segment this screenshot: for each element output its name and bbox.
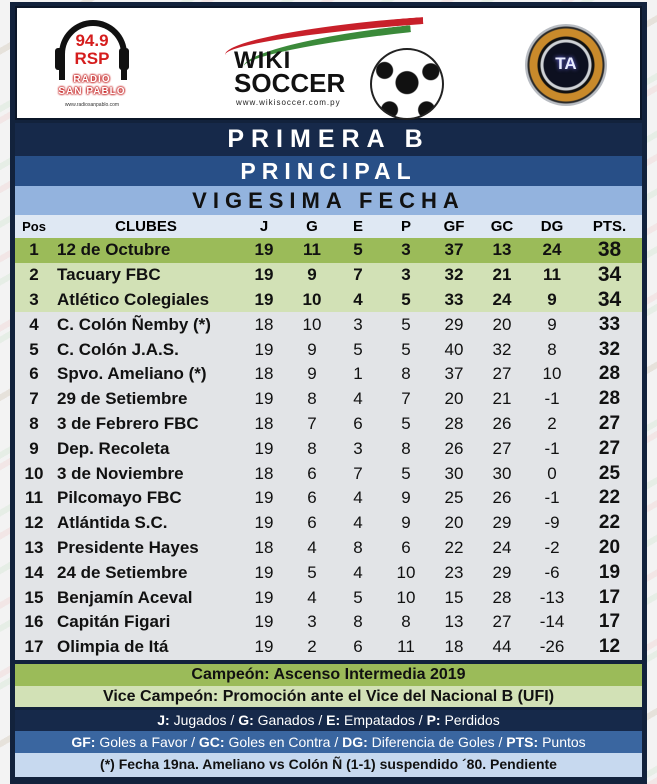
cell-pos: 9 — [29, 438, 39, 458]
col-club: CLUBES — [115, 218, 177, 235]
cell-pos: 17 — [24, 637, 44, 657]
cell-p: 5 — [401, 463, 411, 483]
cell-gc: 20 — [492, 314, 512, 334]
cell-dg: 8 — [547, 339, 557, 359]
table-row — [15, 486, 642, 511]
cell-pos: 10 — [24, 463, 44, 483]
cell-pts: 22 — [598, 487, 621, 509]
cell-gc: 26 — [492, 413, 512, 433]
table-row — [15, 461, 642, 486]
cell-pos: 13 — [24, 537, 44, 557]
cell-j: 19 — [254, 289, 274, 309]
cell-g: 3 — [307, 612, 317, 632]
cell-gf: 32 — [444, 265, 464, 285]
table-body — [15, 238, 642, 660]
cell-gc: 26 — [492, 488, 512, 508]
cell-gf: 29 — [444, 314, 464, 334]
cell-club: 29 de Setiembre — [57, 389, 188, 409]
soccer-ball-icon — [370, 48, 444, 120]
cell-g: 9 — [307, 364, 317, 384]
legend-description: Empatados / — [340, 711, 427, 728]
table-row — [15, 263, 642, 288]
cell-e: 4 — [353, 562, 363, 582]
cell-club: 3 de Febrero FBC — [57, 413, 199, 433]
legend-key: DG: — [342, 733, 368, 750]
col-dg: DG — [540, 218, 564, 235]
table-row — [15, 610, 642, 635]
cell-pos: 8 — [29, 413, 39, 433]
legend-key: GC: — [198, 733, 225, 750]
cell-dg: 24 — [542, 240, 562, 260]
ta-logo-text: TA — [555, 54, 577, 73]
cell-pos: 15 — [24, 587, 44, 607]
radio-code: RSP — [74, 49, 110, 68]
cell-e: 3 — [353, 314, 363, 334]
col-pos: Pos — [22, 219, 46, 234]
cell-p: 9 — [401, 513, 411, 533]
cell-pts: 28 — [598, 388, 621, 410]
table-row — [15, 412, 642, 437]
col-gc: GC — [490, 218, 514, 235]
cell-dg: 9 — [547, 314, 557, 334]
legend-key: J: — [157, 711, 170, 728]
cell-gc: 13 — [492, 240, 512, 260]
cell-pts: 33 — [598, 313, 621, 335]
cell-pos: 11 — [25, 488, 43, 508]
wikisoccer-line2: SOCCER — [234, 68, 346, 98]
table-row — [15, 387, 642, 412]
cell-gc: 30 — [492, 463, 512, 483]
legend-description: Diferencia de Goles / — [367, 733, 507, 750]
cell-j: 18 — [254, 463, 274, 483]
cell-club: Presidente Hayes — [57, 537, 199, 557]
cell-g: 4 — [307, 537, 317, 557]
cell-g: 5 — [307, 562, 317, 582]
cell-dg: 0 — [547, 463, 557, 483]
cell-gc: 44 — [492, 637, 512, 657]
cell-gc: 29 — [492, 513, 512, 533]
cell-club: Tacuary FBC — [57, 265, 161, 285]
league-title: PRIMERA B — [15, 123, 642, 156]
cell-e: 6 — [353, 637, 363, 657]
col-gf: GF — [443, 218, 465, 235]
cell-pts: 27 — [598, 437, 621, 459]
cell-pts: 17 — [598, 611, 621, 633]
legend-description: Goles a Favor / — [95, 733, 199, 750]
cell-p: 9 — [401, 488, 411, 508]
cell-gc: 24 — [492, 289, 512, 309]
radio-website: www.radiosanpablo.com — [64, 102, 120, 108]
legend-line-2 — [15, 731, 642, 753]
cell-dg: -14 — [539, 612, 565, 632]
cell-j: 19 — [254, 612, 274, 632]
cell-g: 10 — [302, 289, 322, 309]
table-row — [15, 436, 642, 461]
cell-e: 3 — [353, 438, 363, 458]
cell-gf: 30 — [444, 463, 464, 483]
cell-p: 5 — [401, 413, 411, 433]
cell-dg: 9 — [547, 289, 557, 309]
col-g: G — [306, 218, 318, 235]
cell-p: 8 — [401, 438, 411, 458]
cell-e: 1 — [353, 364, 363, 384]
col-p: P — [400, 218, 411, 235]
radio-name-line1: RADIO — [73, 74, 111, 85]
cell-club: Dep. Recoleta — [57, 438, 170, 458]
table-row — [15, 536, 642, 561]
cell-gc: 27 — [492, 438, 512, 458]
sponsor-logos — [15, 6, 642, 120]
table-header — [15, 215, 642, 238]
table-row — [15, 288, 642, 313]
cell-j: 19 — [254, 240, 274, 260]
cell-gf: 37 — [444, 364, 464, 384]
cell-g: 8 — [307, 438, 317, 458]
cell-dg: -13 — [539, 587, 565, 607]
cell-club: 12 de Octubre — [57, 240, 171, 260]
footnote: (*) Fecha 19na. Ameliano vs Colón Ñ (1-1) suspendido ´80. Pendiente — [15, 753, 642, 777]
cell-pts: 34 — [597, 263, 622, 287]
cell-club: Capitán Figari — [57, 612, 171, 632]
cell-j: 18 — [254, 364, 274, 384]
cell-gf: 15 — [444, 587, 464, 607]
wikisoccer-line1: WIKI — [234, 47, 292, 74]
table-row — [15, 511, 642, 536]
radio-san-pablo-logo — [47, 18, 137, 108]
cell-club: 24 de Setiembre — [57, 562, 188, 582]
cell-j: 19 — [254, 513, 274, 533]
legend-key: P: — [426, 711, 441, 728]
cell-j: 19 — [254, 488, 274, 508]
cell-p: 10 — [396, 587, 416, 607]
cell-pts: 17 — [598, 586, 621, 608]
legend-description: Perdidos — [440, 711, 500, 728]
cell-gc: 28 — [492, 587, 512, 607]
cell-j: 19 — [254, 438, 274, 458]
cell-g: 9 — [307, 265, 317, 285]
cell-dg: -9 — [544, 513, 560, 533]
cell-pos: 14 — [24, 562, 44, 582]
cell-g: 8 — [307, 389, 317, 409]
cell-pos: 1 — [29, 240, 39, 260]
table-row — [15, 560, 642, 585]
legend-description: Ganados / — [253, 711, 327, 728]
cell-e: 4 — [353, 389, 363, 409]
table-row — [15, 585, 642, 610]
cell-dg: -1 — [544, 438, 560, 458]
cell-pos: 5 — [29, 339, 39, 359]
cell-gc: 27 — [492, 364, 512, 384]
cell-club: Spvo. Ameliano (*) — [57, 364, 207, 384]
legend-description: Jugados / — [169, 711, 239, 728]
standings-table — [15, 215, 642, 660]
cell-club: Olimpia de Itá — [57, 637, 169, 657]
cell-club: Benjamín Aceval — [57, 587, 193, 607]
legend-line-1 — [15, 710, 642, 731]
cell-dg: -26 — [539, 637, 565, 657]
cell-pos: 2 — [29, 265, 39, 285]
cell-e: 8 — [353, 537, 363, 557]
cell-e: 8 — [353, 612, 363, 632]
cell-g: 4 — [307, 587, 317, 607]
cell-j: 19 — [254, 587, 274, 607]
cell-dg: -1 — [544, 488, 560, 508]
tournament-subtitle: PRINCIPAL — [15, 156, 642, 186]
cell-e: 4 — [353, 488, 363, 508]
cell-p: 10 — [396, 562, 416, 582]
cell-p: 5 — [401, 339, 411, 359]
cell-gf: 20 — [444, 389, 464, 409]
cell-club: Pilcomayo FBC — [57, 488, 182, 508]
cell-e: 7 — [353, 265, 363, 285]
cell-p: 3 — [401, 240, 411, 260]
cell-p: 3 — [401, 265, 411, 285]
cell-e: 4 — [353, 289, 363, 309]
cell-p: 7 — [401, 389, 411, 409]
legend-key: G: — [238, 711, 254, 728]
cell-gf: 20 — [444, 513, 464, 533]
cell-pts: 20 — [598, 536, 621, 558]
radio-name-line2: SAN PABLO — [58, 86, 126, 97]
cell-g: 6 — [307, 513, 317, 533]
cell-club: Atlántida S.C. — [57, 513, 168, 533]
cell-pts: 38 — [597, 238, 622, 262]
cell-e: 5 — [353, 587, 363, 607]
cell-j: 18 — [254, 413, 274, 433]
cell-gf: 26 — [444, 438, 464, 458]
cell-dg: -6 — [544, 562, 560, 582]
table-row — [15, 337, 642, 362]
cell-gf: 13 — [444, 612, 464, 632]
cell-gc: 21 — [492, 265, 512, 285]
cell-dg: -1 — [544, 389, 560, 409]
cell-pts: 19 — [598, 561, 621, 583]
cell-dg: 11 — [543, 265, 561, 285]
cell-gf: 28 — [444, 413, 464, 433]
cell-gc: 29 — [492, 562, 512, 582]
wikisoccer-website: www.wikisoccer.com.py — [236, 98, 341, 107]
table-row — [15, 635, 642, 660]
cell-club: Atlético Colegiales — [57, 289, 210, 309]
cell-dg: 10 — [542, 364, 562, 384]
legend-key: E: — [326, 711, 341, 728]
cell-j: 18 — [254, 314, 274, 334]
cell-j: 19 — [254, 389, 274, 409]
cell-e: 5 — [353, 339, 363, 359]
cell-g: 7 — [307, 413, 317, 433]
cell-dg: -2 — [544, 537, 560, 557]
cell-p: 6 — [401, 537, 411, 557]
standings-card — [10, 2, 647, 784]
ta-logo — [525, 24, 607, 106]
cell-gf: 33 — [444, 289, 464, 309]
cell-g: 9 — [307, 339, 317, 359]
cell-j: 18 — [254, 537, 274, 557]
cell-e: 6 — [353, 413, 363, 433]
cell-gf: 37 — [444, 240, 464, 260]
cell-p: 11 — [397, 637, 415, 657]
cell-pts: 25 — [598, 462, 621, 484]
col-e: E — [352, 218, 363, 235]
legend-description: Puntos — [538, 733, 586, 750]
cell-g: 10 — [302, 314, 322, 334]
cell-gf: 25 — [444, 488, 464, 508]
legend-description: Goles en Contra / — [224, 733, 343, 750]
cell-g: 6 — [307, 463, 317, 483]
cell-club: C. Colón J.A.S. — [57, 339, 179, 359]
cell-j: 19 — [254, 637, 274, 657]
col-j: J — [259, 218, 269, 235]
cell-pos: 7 — [29, 389, 39, 409]
cell-gf: 18 — [444, 637, 464, 657]
cell-p: 5 — [401, 289, 411, 309]
cell-club: C. Colón Ñemby (*) — [57, 314, 211, 334]
table-row — [15, 362, 642, 387]
cell-e: 4 — [353, 513, 363, 533]
cell-p: 8 — [401, 612, 411, 632]
cell-g: 2 — [307, 637, 317, 657]
legend-key: PTS: — [506, 733, 539, 750]
cell-gc: 21 — [492, 389, 512, 409]
champion-note: Campeón: Ascenso Intermedia 2019 — [15, 664, 642, 686]
table-row — [15, 238, 642, 263]
legend-key: GF: — [71, 733, 96, 750]
cell-pts: 27 — [598, 412, 621, 434]
cell-pos: 16 — [24, 612, 44, 632]
cell-e: 5 — [353, 240, 363, 260]
cell-dg: 2 — [547, 413, 557, 433]
cell-gf: 40 — [444, 339, 464, 359]
wikisoccer-logo — [212, 20, 452, 112]
cell-club: 3 de Noviembre — [57, 463, 184, 483]
cell-pts: 22 — [598, 512, 621, 534]
cell-pos: 3 — [29, 289, 39, 309]
cell-pos: 6 — [29, 364, 39, 384]
cell-gc: 27 — [492, 612, 512, 632]
vice-champion-note: Vice Campeón: Promoción ante el Vice del Nacional B (UFI) — [15, 686, 642, 707]
cell-pts: 32 — [598, 338, 621, 360]
cell-p: 8 — [401, 364, 411, 384]
cell-pts: 28 — [598, 363, 621, 385]
cell-g: 6 — [307, 488, 317, 508]
table-row — [15, 312, 642, 337]
cell-gf: 23 — [444, 562, 464, 582]
round-title: VIGESIMA FECHA — [15, 186, 642, 215]
cell-j: 19 — [254, 339, 274, 359]
cell-pos: 4 — [29, 314, 39, 334]
col-pts: PTS. — [592, 218, 627, 235]
cell-gf: 22 — [444, 537, 464, 557]
cell-pts: 12 — [598, 636, 621, 658]
radio-frequency: 94.9 — [75, 31, 109, 50]
cell-g: 11 — [303, 240, 321, 260]
cell-gc: 24 — [492, 537, 512, 557]
cell-j: 19 — [254, 562, 274, 582]
cell-pos: 12 — [24, 513, 44, 533]
cell-p: 5 — [401, 314, 411, 334]
cell-pts: 34 — [597, 287, 622, 311]
cell-e: 7 — [353, 463, 363, 483]
cell-gc: 32 — [492, 339, 512, 359]
cell-j: 19 — [254, 265, 274, 285]
